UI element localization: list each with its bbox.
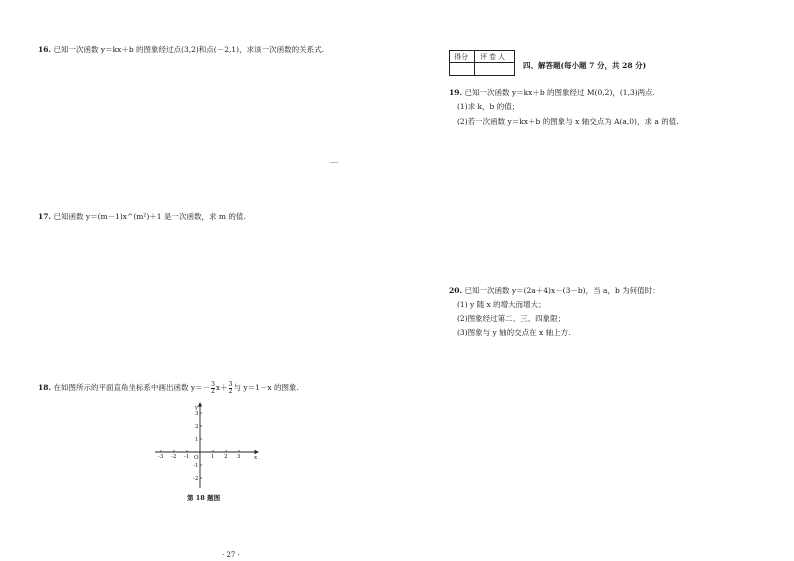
x-tick-label: -3 [158, 454, 164, 460]
question-number: 16. [38, 45, 52, 54]
sub-question: (3)图象与 y 轴的交点在 x 轴上方. [457, 328, 571, 337]
score-cell-label: 得分 [454, 53, 468, 61]
question-text-part: 与 y＝1－x 的图象. [233, 383, 299, 392]
x-axis-label: x [254, 455, 258, 461]
sub-question: (2)图象经过第二、三、四象限； [457, 314, 566, 323]
question-text-part: x＋ [215, 383, 228, 392]
question-text: 已知一次函数 y＝kx＋b 的图象经过 M(0,2)，(1,3)两点. [464, 88, 656, 97]
fraction [211, 382, 215, 395]
question-text: 已知一次函数 y＝(2a＋4)x－(3－b)，当 a，b 为何值时： [464, 286, 660, 295]
y-tick-label: 2 [195, 424, 199, 430]
question-text: 已知函数 y＝(m－1)x^(m²)＋1 是一次函数，求 m 的值. [53, 212, 246, 221]
coordinate-axes-figure [150, 400, 270, 490]
grader-cell-label: 评卷人 [480, 53, 507, 61]
question-number: 17. [38, 212, 52, 221]
y-tick-label: 1 [195, 437, 199, 443]
question-19 [449, 87, 655, 98]
question-18 [38, 381, 299, 395]
sub-question: (1)求 k，b 的值； [457, 102, 520, 111]
question-20 [449, 285, 660, 296]
x-tick-label: 3 [237, 454, 241, 460]
origin-label: O [194, 455, 199, 461]
x-tick-label: 2 [224, 454, 228, 460]
question-text-part: 在如图所示的平面直角坐标系中画出函数 y＝－ [53, 383, 211, 392]
x-tick-label: -1 [184, 454, 190, 460]
question-text: 已知一次函数 y＝kx＋b 的图象经过点(3,2)和点(－2,1)，求该一次函数的关系式. [53, 45, 324, 54]
fraction-denominator: 2 [228, 387, 233, 395]
y-axis-label: y [195, 405, 199, 411]
scan-mark [330, 162, 338, 163]
fraction [229, 382, 233, 395]
y-tick-label: -1 [193, 463, 199, 469]
x-tick-label: 1 [211, 454, 215, 460]
sub-question: (2)若一次函数 y＝kx＋b 的图象与 x 轴交点为 A(a,0)，求 a 的值. [457, 117, 679, 126]
y-tick-label: -2 [193, 476, 199, 482]
question-number: 18. [38, 383, 52, 392]
sub-question: (1) y 随 x 的增大而增大； [457, 300, 546, 309]
score-table [449, 50, 515, 76]
section-title: 四、解答题(每小题 7 分，共 28 分) [523, 61, 647, 70]
fraction-numerator: 3 [228, 380, 233, 388]
page-number: · 27 · [222, 551, 240, 559]
fraction-numerator: 3 [211, 380, 215, 388]
y-tick-label: 3 [195, 411, 199, 417]
question-16 [38, 44, 324, 55]
question-number: 20. [449, 286, 463, 295]
question-number: 19. [449, 88, 463, 97]
question-17 [38, 211, 246, 222]
fraction-denominator: 2 [211, 387, 215, 395]
x-tick-label: -2 [171, 454, 177, 460]
figure-caption: 第 18 题图 [187, 494, 221, 502]
